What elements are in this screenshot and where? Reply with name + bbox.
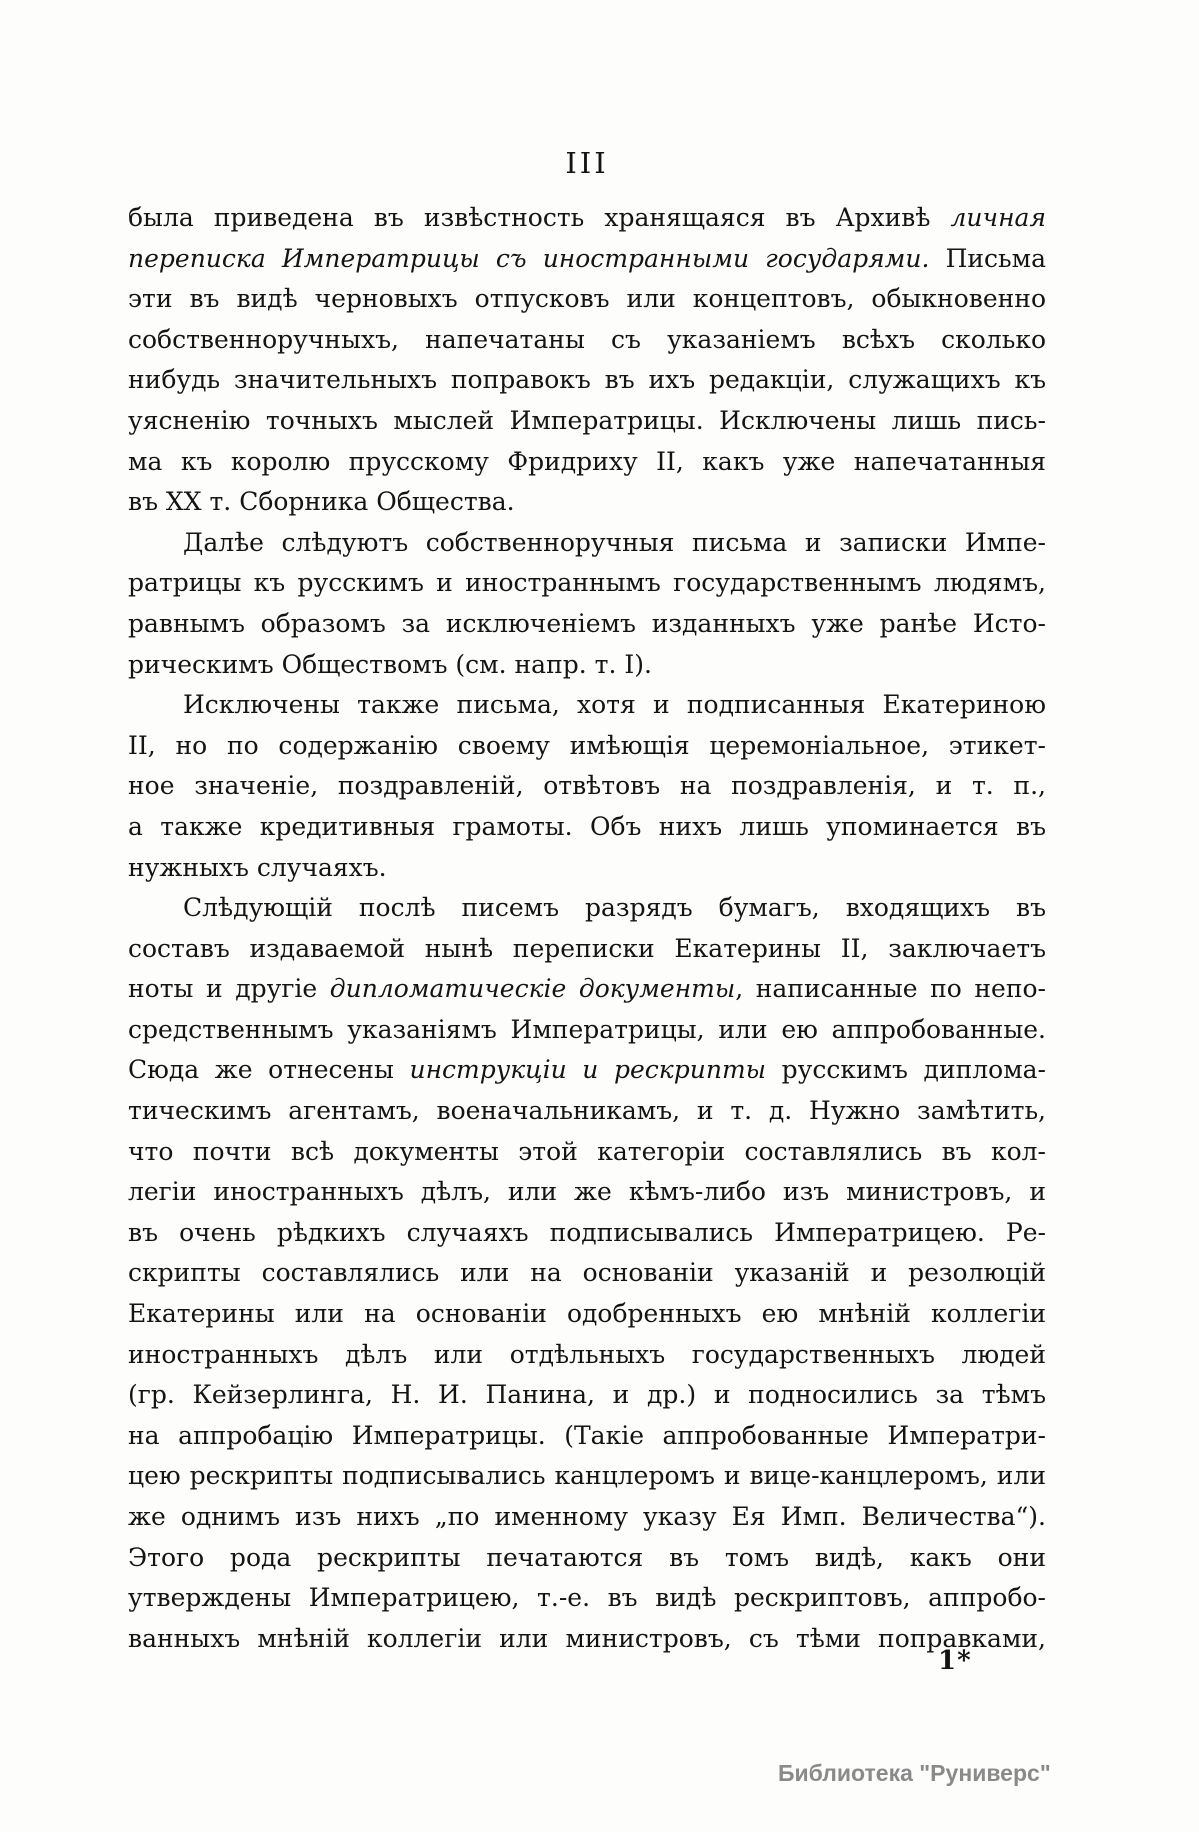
- text-line: цею рескрипты подписывались канцлеромъ и вице-канцлеромъ, или: [128, 1461, 1046, 1491]
- text-line: въ XX т. Сборника Общества.: [128, 487, 515, 517]
- text-line: Далѣе слѣдуютъ собственноручныя письма и записки Импе-: [183, 527, 1046, 557]
- text-line: Этого рода рескрипты печатаются въ томъ видѣ, какъ они: [128, 1542, 1046, 1572]
- text-line: Екатерины или на основаніи одобренныхъ ею мнѣній коллегіи: [128, 1299, 1046, 1329]
- text-line: ноты и другіе дипломатическіе документы, написанные по непо-: [128, 974, 1046, 1004]
- text-line: II, но по содержанію своему имѣющія церемоніальное, этикет-: [128, 730, 1046, 760]
- text-line: переписка Императрицы съ иностранными государями. Письма: [128, 243, 1046, 273]
- text-line: тическимъ агентамъ, военачальникамъ, и т. д. Нужно замѣтить,: [128, 1096, 1046, 1126]
- text-line: ратрицы къ русскимъ и иностраннымъ государственнымъ людямъ,: [128, 568, 1046, 598]
- text-line: утверждены Императрицею, т.-е. въ видѣ рескриптовъ, аппробо-: [128, 1583, 1046, 1613]
- text-line: (гр. Кейзерлинга, Н. И. Панина, и др.) и подносились за тѣмъ: [128, 1380, 1046, 1410]
- signature-mark: 1*: [938, 1646, 972, 1676]
- library-watermark: Библиотека "Руниверс": [778, 1760, 1051, 1786]
- text-line: въ очень рѣдкихъ случаяхъ подписывались Императрицею. Ре-: [128, 1217, 1046, 1247]
- text-line: равнымъ образомъ за исключеніемъ изданныхъ уже ранѣе Исто-: [128, 608, 1046, 638]
- text-line: ма къ королю прусскому Фридриху II, какъ уже напечатанныя: [128, 446, 1046, 476]
- text-line: собственноручныхъ, напечатаны съ указаніемъ всѣхъ сколько: [128, 324, 1046, 354]
- text-line: ванныхъ мнѣній коллегіи или министровъ, съ тѣми поправками,: [128, 1623, 1046, 1653]
- text-line: же однимъ изъ нихъ „по именному указу Ея Имп. Величества“).: [128, 1502, 1046, 1531]
- text-line: Исключены также письма, хотя и подписанныя Екатериною: [183, 690, 1046, 720]
- text-line: что почти всѣ документы этой категоріи составлялись въ кол-: [128, 1136, 1046, 1166]
- text-line: средственнымъ указаніямъ Императрицы, или ею аппробованные.: [128, 1014, 1046, 1044]
- text-line: иностранныхъ дѣлъ или отдѣльныхъ государственныхъ людей: [128, 1339, 1046, 1369]
- text-block: [128, 198, 1046, 1659]
- text-line: была приведена въ извѣстность хранящаяся въ Архивѣ личная: [128, 203, 1046, 232]
- text-line: Слѣдующій послѣ писемъ разрядъ бумагъ, входящихъ въ: [183, 893, 1046, 923]
- text-line: эти въ видѣ черновыхъ отпусковъ или концептовъ, обыкновенно: [128, 284, 1046, 314]
- text-line: составъ издаваемой нынѣ переписки Екатерины II, заключаетъ: [128, 933, 1046, 963]
- text-line: легіи иностранныхъ дѣлъ, или же кѣмъ-либо изъ министровъ, и: [128, 1177, 1046, 1207]
- text-line: а также кредитивныя грамоты. Объ нихъ лишь упоминается въ: [128, 811, 1046, 841]
- text-line: Сюда же отнесены инструкціи и рескрипты русскимъ диплома-: [128, 1055, 1047, 1085]
- text-line: ное значеніе, поздравленій, отвѣтовъ на поздравленія, и т. п.,: [128, 771, 1046, 801]
- text-line: скрипты составлялись или на основаніи указаній и резолюцій: [128, 1258, 1046, 1288]
- text-line: нибудь значительныхъ поправокъ въ ихъ редакціи, служащихъ къ: [128, 365, 1046, 395]
- text-line: на аппробацію Императрицы. (Такіе аппробованные Императри-: [128, 1420, 1046, 1450]
- text-line: нужныхъ случаяхъ.: [128, 852, 387, 882]
- text-line: уясненію точныхъ мыслей Императрицы. Исключены лишь пись-: [128, 405, 1046, 435]
- text-line: рическимъ Обществомъ (см. напр. т. I).: [128, 649, 652, 679]
- page-number: III: [565, 146, 609, 180]
